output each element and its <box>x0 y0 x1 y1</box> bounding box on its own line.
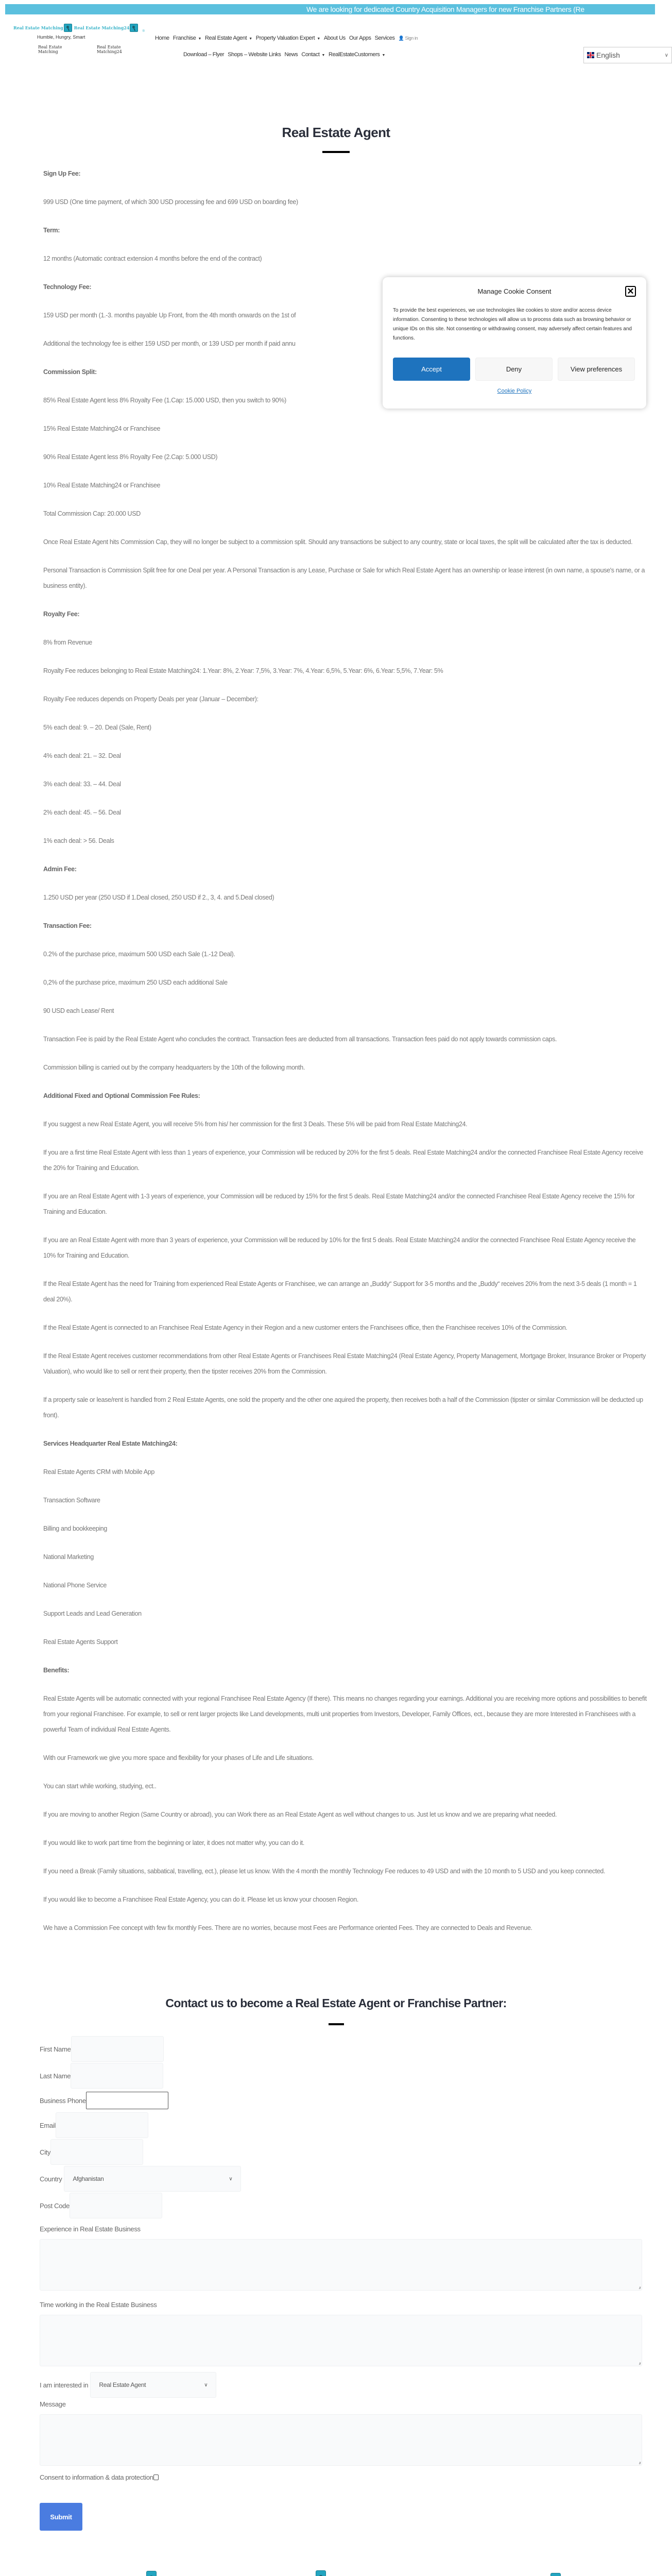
chevron-down-icon: ∨ <box>204 2382 208 2388</box>
article-paragraph: If you need a Break (Family situations, sabbatical, travelling, ect.), please let us know. With the 4 month the monthly Technology Fee reduces to 49 USD and with the 10 month to 5 USD and you keep connected. <box>43 1868 606 1875</box>
uk-flag-icon <box>587 52 594 58</box>
article-paragraph: Support Leads and Lead Generation <box>43 1610 142 1617</box>
article-paragraph: Royalty Fee reduces depends on Property Deals per year (Januar – December): <box>43 696 259 703</box>
country-select[interactable] <box>64 2166 241 2192</box>
article-paragraph: You can start while working, studying, ect.. <box>43 1783 157 1790</box>
nav-franchise[interactable] <box>173 35 201 41</box>
article-paragraph: 10% Real Estate Matching24 or Franchisee <box>43 482 161 489</box>
brand-sub-left: Real Estate Matching <box>38 45 62 54</box>
interest-row <box>40 2371 672 2398</box>
chevron-down-icon: ∨ <box>229 2176 233 2182</box>
article-paragraph: National Marketing <box>43 1553 94 1561</box>
sign-in-link[interactable] <box>399 36 418 41</box>
article-paragraph: 12 months (Automatic contract extension 4 months before the end of the contract) <box>43 255 262 262</box>
article-paragraph: Real Estate Agents Support <box>43 1638 118 1646</box>
post-code-label: Post Code <box>40 2201 70 2210</box>
business-phone-label: Business Phone <box>40 2096 86 2105</box>
key-logo <box>315 2570 334 2576</box>
business-phone-row <box>40 2089 672 2112</box>
contact-form <box>0 2036 672 2531</box>
key-logo-icon <box>146 2571 157 2576</box>
article-paragraph: 1% each deal: > 56. Deals <box>43 837 114 844</box>
last-name-row <box>40 2062 672 2089</box>
article-paragraph: 2% each deal: 45. – 56. Deal <box>43 809 121 816</box>
city-input[interactable] <box>50 2139 143 2165</box>
time-working-textarea[interactable] <box>40 2315 642 2366</box>
key-logo-icon <box>64 24 72 32</box>
section-heading: Admin Fee: <box>43 866 77 873</box>
cookie-modal-title: Manage Cookie Consent <box>477 287 552 295</box>
article-paragraph: If a property sale or lease/rent is handled from 2 Real Estate Agents, one sold the property and the other one aquired the property, then receives both a half of the Commission (tipster or similar Commission will be deducted up front). <box>43 1396 643 1419</box>
chevron-down-icon: ▼ <box>382 54 385 57</box>
section-heading: Benefits: <box>43 1667 70 1674</box>
nav-label: Shops – Website Links <box>228 52 281 58</box>
deny-cookies-button[interactable]: Deny <box>475 358 553 381</box>
nav-real-estate-customers[interactable] <box>329 52 385 58</box>
contact-section <box>0 1996 672 2531</box>
article-paragraph: 3% each deal: 33. – 44. Deal <box>43 781 121 788</box>
submit-button[interactable]: Submit <box>40 2503 82 2531</box>
article-paragraph: Total Commission Cap: 20.000 USD <box>43 510 141 517</box>
nav-label: Real Estate Agent <box>204 35 247 41</box>
nav-label: Property Valuation Expert <box>255 35 315 41</box>
article-paragraph: If you are an Real Estate Agent with more than 3 years of experience, your Commission will be reduced by 10% for the first 5 deals. Real Estate Matching24 and/or the connected Franchisee Real Estate Agency receive the 10% for Training and Education. <box>43 1236 636 1259</box>
language-value: English <box>596 51 620 59</box>
message-label: Message <box>40 2400 66 2408</box>
cookie-policy-link[interactable]: Cookie Policy <box>497 388 532 394</box>
tagline: Humble, Hungry, Smart <box>37 35 85 40</box>
first-name-row <box>40 2036 672 2062</box>
message-textarea[interactable] <box>40 2414 642 2466</box>
site-logo[interactable] <box>13 23 145 33</box>
article-paragraph: 159 USD per month (1.-3. months payable Up Front, from the 4th month onwards on the 1st of <box>43 312 296 319</box>
article-paragraph: Commission billing is carried out by the company headquarters by the 10th of the following month. <box>43 1064 305 1071</box>
last-name-label: Last Name <box>40 2072 71 2080</box>
interest-label: I am interested in <box>40 2381 89 2389</box>
article-paragraph: If you would like to work part time from the beginning or later, it does not matter why, you can do it. <box>43 1839 305 1846</box>
email-input[interactable] <box>56 2112 148 2138</box>
article-paragraph: We have a Commission Fee concept with few fix monthly Fees. There are no worries, because most Fees are Performance oriented Fees. They are connected to Deals and Revenue. <box>43 1924 532 1931</box>
section-heading: Technology Fee: <box>43 283 92 291</box>
email-label: Email <box>40 2121 56 2129</box>
nav-label: News <box>284 52 298 58</box>
nav-label: About Us <box>323 35 346 41</box>
article-paragraph: Real Estate Agents will be automatic connected with your regional Franchisee Real Estate Agency (If there). This means no changes regarding your earnings. Additional you are receiving more options and possibilities to benefit from your regional Franchisee. For example, to sell or rent larger projects like Land developments, multi unit properties from Investors, Developer, Family Offices, ect., because they are more Interested in Franchisees with a powerful Team of individual Real Estate Agents. <box>43 1695 647 1733</box>
contact-title: Contact us to become a Real Estate Agent or Franchise Partner: <box>165 1996 507 2010</box>
title-divider <box>322 151 350 153</box>
view-preferences-button[interactable]: View preferences <box>558 358 635 381</box>
nav-shops-website-links[interactable] <box>228 52 281 58</box>
logo-text-right: Real Estate Matching24 <box>74 25 130 30</box>
last-name-input[interactable] <box>71 2063 163 2089</box>
city-label: City <box>40 2148 51 2156</box>
section-heading: Commission Split: <box>43 368 97 376</box>
business-phone-input[interactable] <box>86 2092 168 2109</box>
post-code-row <box>40 2192 672 2219</box>
announcement-banner <box>5 4 655 14</box>
article-paragraph: If you suggest a new Real Estate Agent, you will receive 5% from his/ her commission for the first 3 Deals. These 5% will be paid from Real Estate Matching24. <box>43 1121 468 1128</box>
article-paragraph: If you are a first time Real Estate Agent with less than 1 years of experience, your Commission will be reduced by 20% for the first 5 deals. Real Estate Matching24 and/or the connected Franchisee Real Estate Agency receive the 20% for Training and Education. <box>43 1149 643 1172</box>
consent-label: Consent to information & data protection <box>40 2473 153 2481</box>
article-paragraph: Transaction Fee is paid by the Real Estate Agent who concludes the contract. Transaction fees are deducted from all transactions. Transaction fees paid do not apply towards commission caps. <box>43 1036 557 1043</box>
section-heading: Transaction Fee: <box>43 922 92 929</box>
nav-our-apps[interactable] <box>349 35 371 41</box>
chevron-down-icon: ▼ <box>321 54 325 57</box>
real-estate-matching24-logo <box>446 2573 569 2576</box>
nav-label: Contact <box>301 52 320 58</box>
country-label: Country <box>40 2175 62 2183</box>
sign-in-label: Sign in <box>405 35 418 41</box>
first-name-input[interactable] <box>71 2036 164 2062</box>
nav-label: Download – Flyer <box>183 52 225 58</box>
city-row <box>40 2139 672 2165</box>
article-paragraph: 0,2% of the purchase price, maximum 250 USD each additional Sale <box>43 979 228 986</box>
page-title: Real Estate Agent <box>282 125 390 140</box>
site-header <box>0 14 672 66</box>
section-heading: Services Headquarter Real Estate Matching24: <box>43 1440 178 1447</box>
contact-divider <box>329 2023 344 2025</box>
nav-home[interactable] <box>155 35 169 41</box>
article-body <box>0 166 649 1936</box>
cookie-consent-modal <box>383 277 646 409</box>
country-row <box>40 2165 672 2192</box>
language-select[interactable] <box>583 47 672 63</box>
nav-contact[interactable] <box>301 52 325 58</box>
article-paragraph: Personal Transaction is Commission Split free for one Deal per year. A Personal Transaction is any Lease, Purchase or Sale for which Real Estate Agent has an ownership or lease interest (in own name, a spouse's name, or a business entity). <box>43 567 645 589</box>
nav-property-valuation-expert[interactable] <box>256 35 320 41</box>
nav-news[interactable] <box>285 52 298 58</box>
logo-text-left: Real Estate Matching <box>13 25 63 30</box>
article-paragraph: Once Real Estate Agent hits Commission Cap, they will no longer be subject to a commission split. Should any transactions be subject to any country, state or local taxes, the split will be calculated after the tax is deducted. <box>43 538 633 546</box>
nav-label: Franchise <box>173 35 196 41</box>
article-paragraph: If the Real Estate Agent has the need for Training from experienced Real Estate Agents or Franchisee, we can arrange an „Buddy“ Support for 3-5 months and the „Buddy“ receives 20% from the next 3-5 deals (1 month = 1 deal 20%). <box>43 1280 637 1303</box>
announcement-text: We are looking for dedicated Country Acquisition Managers for new Franchise Partners (Re <box>306 5 584 13</box>
brand-logos-band <box>0 2551 672 2576</box>
country-value: Afghanistan <box>73 2175 104 2182</box>
article-paragraph: 8% from Revenue <box>43 639 92 646</box>
nav-services[interactable] <box>375 35 395 41</box>
real-estate-matching-logo <box>53 2571 165 2576</box>
main-nav-row-1 <box>155 35 421 41</box>
article-paragraph: 85% Real Estate Agent less 8% Royalty Fee (1.Cap: 15.000 USD, then you switch to 90%) <box>43 397 286 404</box>
chevron-down-icon: ▼ <box>317 37 320 41</box>
user-icon: 👤 <box>398 35 404 41</box>
first-name-label: First Name <box>40 2045 71 2053</box>
consent-checkbox[interactable] <box>153 2475 159 2480</box>
accept-cookies-button[interactable]: Accept <box>393 358 470 381</box>
brand-sub-right: Real Estate Matching24 <box>97 45 122 54</box>
article-paragraph: National Phone Service <box>43 1582 107 1589</box>
article-paragraph: With our Framework we give you more space and flexibility for your phases of Life and Life situations. <box>43 1754 314 1761</box>
key-logo-icon <box>550 2573 561 2576</box>
nav-download-flyer[interactable] <box>183 52 224 58</box>
article-paragraph: 1.250 USD per year (250 USD if 1.Deal closed, 250 USD if 2., 3, 4. and 5.Deal closed) <box>43 894 274 901</box>
nav-label: RealEstateCustomers <box>329 52 380 58</box>
article-paragraph: 4% each deal: 21. – 32. Deal <box>43 752 121 759</box>
email-row <box>40 2112 672 2139</box>
chevron-down-icon: ∨ <box>664 52 668 58</box>
article-paragraph: Billing and bookkeeping <box>43 1525 107 1532</box>
main-nav-row-2 <box>183 52 389 58</box>
cookie-modal-body: To provide the best experiences, we use technologies like cookies to store and/or access device information. Consenting to these technologies will allow us to process data such as browsing behavior or unique IDs on this site. Not consenting or withdrawing consent, may adversely affect certain features and functions. <box>393 308 632 341</box>
article-paragraph: If the Real Estate Agent receives customer recommendations from other Real Estate Agents or Franchisees Real Estate Matching24 (Real Estate Agency, Property Management, Mortgage Broker, Insurance Broker or Property Valuation), who would like to sell or rent their property, then the tipster receives 20% from the Commission. <box>43 1352 646 1375</box>
section-heading: Sign Up Fee: <box>43 170 81 177</box>
registered-mark: ® <box>142 30 145 33</box>
post-code-input[interactable] <box>70 2193 162 2218</box>
nav-label: Our Apps <box>349 35 371 41</box>
article-paragraph: 0.2% of the purchase price, maximum 500 USD each Sale (1.-12 Deal). <box>43 951 235 958</box>
nav-real-estate-agent[interactable] <box>205 35 252 41</box>
key-logo-icon <box>316 2570 326 2576</box>
time-working-label: Time working in the Real Estate Business <box>40 2301 157 2309</box>
article-paragraph: Additional the technology fee is either 159 USD per month, or 139 USD per month if paid annu <box>43 340 296 347</box>
section-heading: Additional Fixed and Optional Commission Fee Rules: <box>43 1092 200 1099</box>
article-paragraph: Transaction Software <box>43 1497 100 1504</box>
article-paragraph: Royalty Fee reduces belonging to Real Estate Matching24: 1.Year: 8%, 2.Year: 7,5%, 3.Year: 7%, 4.Year: 6,5%, 5.Year: 6%, 6.Year: 5,5%, 7.Year: 5% <box>43 667 443 674</box>
chevron-down-icon: ▼ <box>198 37 201 41</box>
nav-label: Home <box>155 35 169 41</box>
interest-value: Real Estate Agent <box>99 2381 146 2388</box>
experience-textarea[interactable] <box>40 2239 642 2291</box>
nav-label: Services <box>374 35 395 41</box>
consent-row <box>40 2473 672 2481</box>
nav-about-us[interactable] <box>324 35 346 41</box>
article-paragraph: If the Real Estate Agent is connected to an Franchisee Real Estate Agency in their Region and a new customer enters the Franchisees office, then the Franchisee receives 10% of the Commission. <box>43 1324 567 1331</box>
article-paragraph: Real Estate Agents CRM with Mobile App <box>43 1468 154 1476</box>
key-logo-icon <box>130 24 138 32</box>
article-paragraph: 15% Real Estate Matching24 or Franchisee <box>43 425 161 432</box>
close-icon[interactable]: ✕ <box>625 286 636 297</box>
cookie-buttons <box>393 358 636 381</box>
section-heading: Term: <box>43 227 60 234</box>
article-paragraph: If you are moving to another Region (Same Country or abroad), you can Work there as an Real Estate Agent as well without changes to us. Just let us know and we are preparing what needed. <box>43 1811 557 1818</box>
experience-label: Experience in Real Estate Business <box>40 2225 141 2233</box>
article-paragraph: If you would like to become a Franchisee Real Estate Agency, you can do it. Please let us know your choosen Region. <box>43 1896 358 1903</box>
interest-select[interactable] <box>90 2372 216 2398</box>
section-heading: Royalty Fee: <box>43 611 80 618</box>
article-paragraph: 90 USD each Lease/ Rent <box>43 1007 114 1014</box>
chevron-down-icon: ▼ <box>249 37 252 41</box>
article-paragraph: If you are an Real Estate Agent with 1-3 years of experience, your Commission will be reduced by 15% for the first 5 deals. Real Estate Matching24 and/or the connected Franchisee Real Estate Agency receive the 15% for Training and Education. <box>43 1193 635 1215</box>
article-paragraph: 5% each deal: 9. – 20. Deal (Sale, Rent) <box>43 724 151 731</box>
article-paragraph: 90% Real Estate Agent less 8% Royalty Fee (2.Cap: 5.000 USD) <box>43 453 218 461</box>
article-paragraph: 999 USD (One time payment, of which 300 USD processing fee and 699 USD on boarding fee) <box>43 198 298 206</box>
